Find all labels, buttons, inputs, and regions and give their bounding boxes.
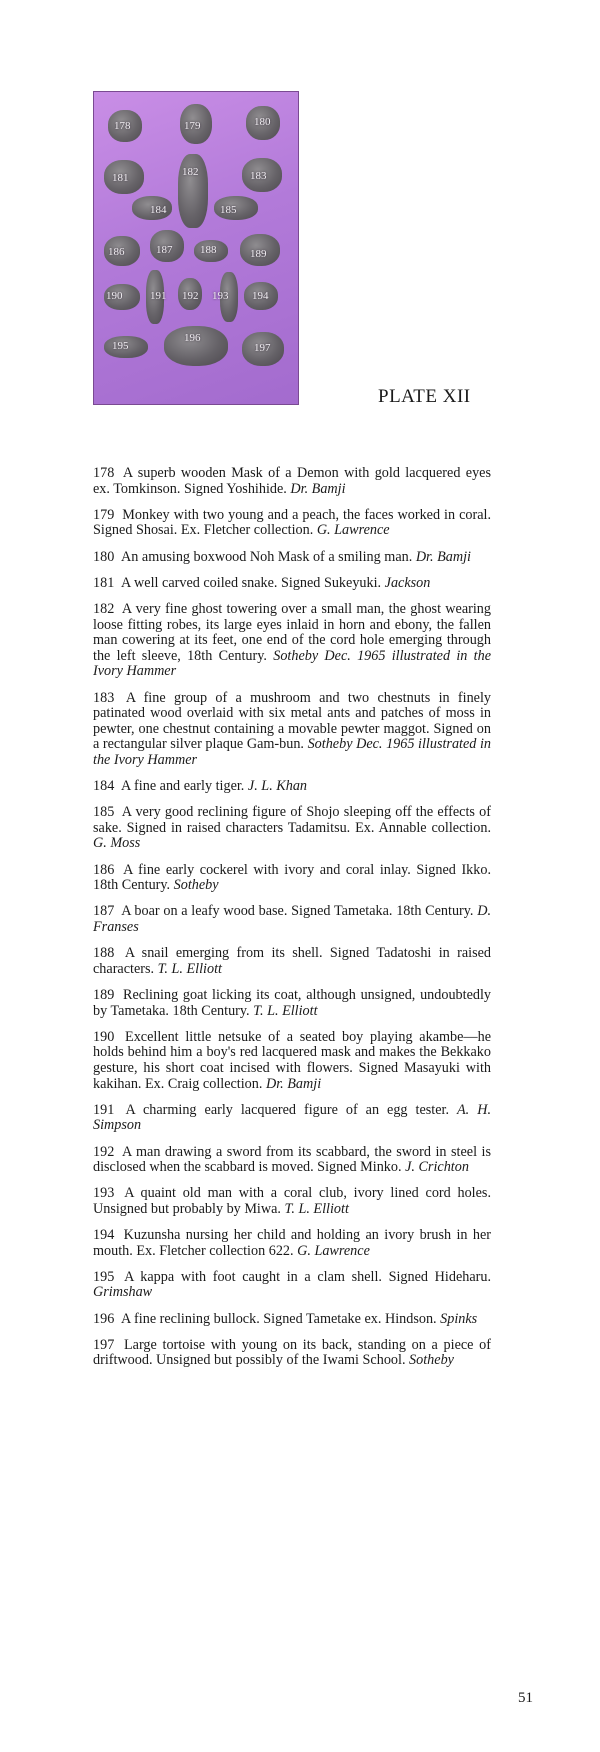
entry-number: 194: [93, 1227, 115, 1244]
catalogue-entry: [93, 576, 491, 592]
plate-label-180: 180: [254, 116, 271, 128]
catalogue-entry: [93, 550, 491, 566]
entry-number: 195: [93, 1268, 115, 1285]
entry-number: 180: [93, 548, 115, 565]
entry-description: A fine and early tiger.: [121, 778, 245, 795]
entry-source: Sotheby Dec. 1965 illustrated in the Ivory Hammer: [93, 736, 492, 768]
entry-description: A fine early cockerel with ivory and coral inlay. Signed Ikko. 18th Century.: [93, 861, 491, 894]
plate-photograph: [93, 91, 299, 405]
entry-source: J. L. Khan: [247, 778, 308, 795]
plate-title: PLATE XII: [378, 386, 471, 407]
plate-label-191: 191: [150, 290, 167, 302]
entry-number: 184: [93, 778, 115, 795]
plate-label-196: 196: [184, 332, 201, 344]
catalogue-entry: [93, 466, 491, 497]
catalogue-entry: [93, 988, 491, 1019]
entry-source: G. Lawrence: [297, 1242, 370, 1259]
entry-number: 179: [93, 506, 115, 523]
entry-source: Sotheby: [409, 1352, 454, 1369]
entry-description: A kappa with foot caught in a clam shell. Signed Hideharu.: [124, 1268, 491, 1285]
page-number: 51: [518, 1690, 533, 1706]
entry-number: 187: [93, 903, 115, 920]
plate-label-185: 185: [220, 204, 237, 216]
catalogue-entry: [93, 779, 491, 795]
entry-description: A superb wooden Mask of a Demon with gold lacquered eyes ex. Tomkinson. Signed Yoshihide.: [93, 465, 492, 497]
plate-label-179: 179: [184, 120, 201, 132]
entry-number: 197: [93, 1336, 115, 1353]
entry-number: 189: [93, 986, 115, 1003]
plate-label-182: 182: [182, 166, 199, 178]
plate-label-193: 193: [212, 290, 229, 302]
plate-label-190: 190: [106, 290, 123, 302]
plate-label-195: 195: [112, 340, 129, 352]
entry-description: A well carved coiled snake. Signed Sukeyuki.: [121, 574, 382, 591]
entry-source: J. Crichton: [405, 1159, 469, 1176]
entry-description: A fine group of a mushroom and two chestnuts in finely patinated wood overlaid with six metal ants and patches of moss in pewter, one chestnut containing a movable pewter maggot. Signed on a rectangular silver plaque Gam-bun.: [93, 689, 492, 753]
entry-number: 178: [93, 465, 115, 481]
entry-description: A very good reclining figure of Shojo sleeping off the effects of sake. Signed in raised characters Tadamitsu. Ex. Annable collection.: [93, 804, 491, 836]
catalogue-entry: [93, 1338, 491, 1369]
entry-source: Dr. Bamji: [290, 480, 346, 497]
catalogue-entry: [93, 805, 491, 852]
catalogue-entry: [93, 1186, 491, 1217]
entry-source: T. L. Elliott: [284, 1200, 349, 1217]
catalogue-entry: [93, 691, 491, 769]
entry-number: 188: [93, 945, 115, 962]
catalogue-entry: [93, 1228, 491, 1259]
entry-source: D. Franses: [93, 903, 492, 935]
plate-label-184: 184: [150, 204, 167, 216]
entry-number: 191: [93, 1101, 115, 1118]
entry-source: G. Lawrence: [316, 522, 390, 539]
entry-source: Sotheby Dec. 1965 illustrated in the Ivory Hammer: [93, 647, 492, 680]
plate-label-192: 192: [182, 290, 199, 302]
catalogue-entry: [93, 863, 491, 894]
entry-source: Dr. Bamji: [415, 548, 471, 565]
entry-source: Dr. Bamji: [265, 1075, 322, 1092]
plate-label-194: 194: [252, 290, 269, 302]
entry-number: 190: [93, 1028, 115, 1045]
entry-description: A quaint old man with a coral club, ivory lined cord holes. Unsigned but probably by Miwa.: [93, 1185, 491, 1217]
catalogue-entry: [93, 1270, 491, 1301]
entry-description: A very fine ghost towering over a small man, the ghost wearing loose fitting robes, its large eyes inlaid in horn and ebony, the fallen man cowering at its feet, one end of the cord hole emerging through the left sleeve, 18th Century.: [93, 600, 491, 664]
catalogue-entry: [93, 1145, 491, 1176]
entry-source: Jackson: [384, 574, 431, 591]
entry-description: A charming early lacquered figure of an egg tester.: [125, 1101, 450, 1118]
entry-source: A. H. Simpson: [93, 1101, 492, 1134]
plate-label-188: 188: [200, 244, 217, 256]
entry-description: A boar on a leafy wood base. Signed Tametaka. 18th Century.: [121, 903, 474, 920]
entry-description: Excellent little netsuke of a seated boy playing akambe—he holds behind him a boy's red lacquered mask and makes the Bekkako gesture, his short coat incised with flowers. Signed Masayuki with kakihan. Ex. Craig collection.: [93, 1028, 491, 1092]
catalogue-entry: [93, 946, 491, 977]
catalogue-entry: [93, 1312, 491, 1328]
entry-source: Spinks: [440, 1310, 478, 1327]
entry-number: 192: [93, 1143, 115, 1160]
plate-label-187: 187: [156, 244, 173, 256]
entry-source: Sotheby: [173, 877, 219, 894]
plate-label-178: 178: [114, 120, 131, 132]
plate-label-197: 197: [254, 342, 271, 354]
entry-description: A man drawing a sword from its scabbard, the sword in steel is disclosed when the scabbard is moved. Signed Minko.: [93, 1143, 492, 1176]
entry-description: Kuzunsha nursing her child and holding an ivory brush in her mouth. Ex. Fletcher collection 622.: [93, 1227, 491, 1259]
plate-label-186: 186: [108, 246, 125, 258]
entry-description: A fine reclining bullock. Signed Tametake ex. Hindson.: [121, 1310, 437, 1327]
plate-label-189: 189: [250, 248, 267, 260]
catalogue-entries: [93, 466, 491, 1380]
entry-source: T. L. Elliott: [157, 960, 222, 977]
catalogue-entry: [93, 1103, 491, 1134]
entry-number: 193: [93, 1185, 115, 1202]
entry-source: G. Moss: [93, 835, 141, 852]
entry-number: 183: [93, 689, 115, 706]
catalogue-entry: [93, 508, 491, 539]
entry-number: 182: [93, 600, 115, 617]
catalogue-entry: [93, 1030, 491, 1092]
entry-number: 185: [93, 804, 115, 821]
entry-description: A snail emerging from its shell. Signed Tadatoshi in raised characters.: [93, 945, 491, 977]
entry-description: Monkey with two young and a peach, the faces worked in coral. Signed Shosai. Ex. Fletcher collection.: [93, 506, 492, 539]
entry-source: Grimshaw: [93, 1284, 153, 1301]
plate-label-181: 181: [112, 172, 129, 184]
entry-number: 186: [93, 861, 115, 878]
entry-description: An amusing boxwood Noh Mask of a smiling man.: [121, 548, 413, 565]
catalogue-entry: [93, 602, 491, 680]
catalogue-entry: [93, 904, 491, 935]
entry-number: 181: [93, 574, 115, 591]
plate-label-183: 183: [250, 170, 267, 182]
entry-number: 196: [93, 1310, 115, 1327]
entry-description: Reclining goat licking its coat, although unsigned, undoubtedly by Tametaka. 18th Century.: [93, 986, 492, 1019]
entry-source: T. L. Elliott: [253, 1002, 318, 1019]
entry-description: Large tortoise with young on its back, standing on a piece of driftwood. Unsigned but possibly of the Iwami School.: [93, 1336, 492, 1369]
